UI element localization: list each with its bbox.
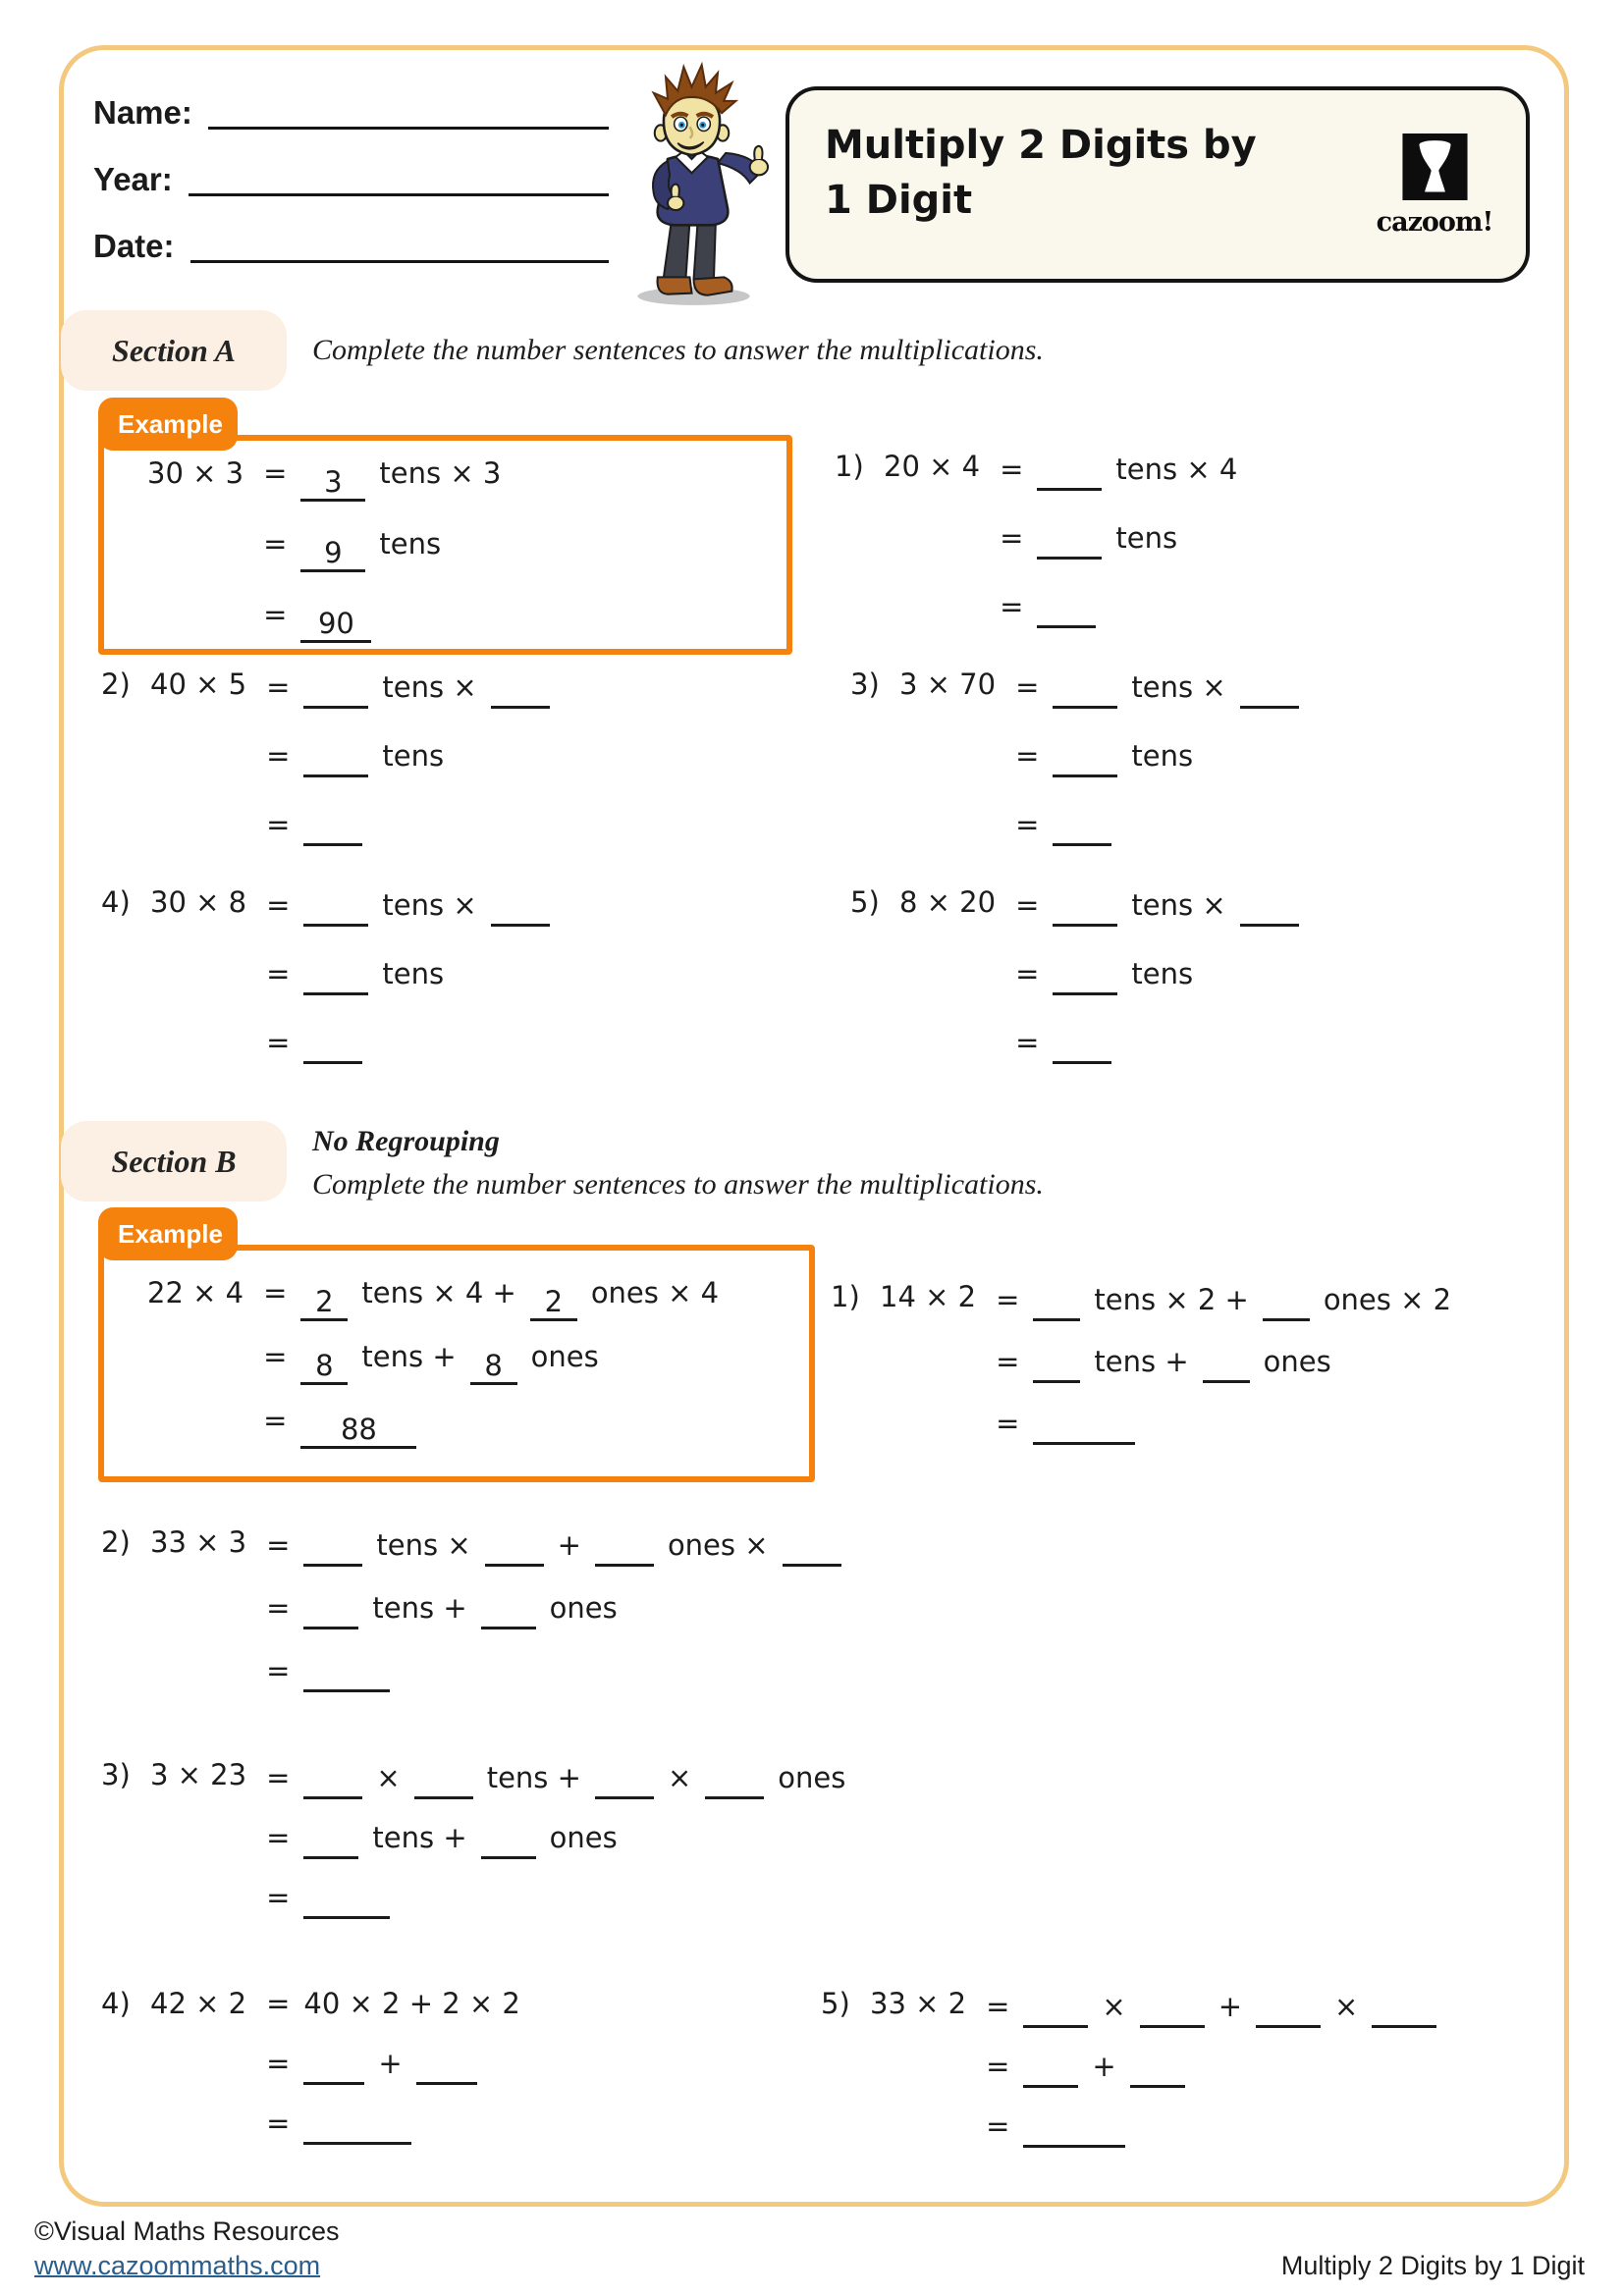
name-field-row	[93, 94, 609, 140]
equation-text: =	[266, 1654, 291, 1687]
equation-lines	[266, 1527, 840, 1716]
equation-line	[263, 1404, 719, 1446]
equation-text: tens	[1131, 957, 1194, 990]
equation-text: =	[266, 888, 291, 922]
equation-line	[266, 738, 550, 771]
answer-blank	[300, 536, 365, 572]
equation-line	[266, 956, 550, 988]
problem-number: 5)	[821, 1987, 850, 2020]
equation-text: ones ×	[667, 1528, 769, 1562]
equation-lines	[996, 1282, 1451, 1468]
equation-text: =	[1015, 957, 1040, 990]
answer-blank	[1203, 1353, 1250, 1383]
equation-line	[263, 1340, 719, 1382]
answer-blank	[1023, 2057, 1078, 2088]
answer-blank	[595, 1769, 654, 1799]
answer-blank	[303, 1034, 362, 1064]
answer-blank	[1053, 896, 1117, 927]
mascot-boy-illustration	[601, 59, 783, 314]
answer-blank	[1240, 896, 1299, 927]
name-write-line	[208, 124, 609, 130]
equation-text: =	[266, 957, 291, 990]
equation-text: =	[266, 1026, 291, 1059]
equation-text: ×	[1102, 1990, 1126, 2023]
equation-lines	[266, 1760, 845, 1940]
equation-text: tens ×	[382, 670, 477, 704]
answer-blank	[303, 747, 368, 777]
year-write-line	[189, 190, 609, 196]
equation-line	[266, 2046, 520, 2078]
example-answer: 2	[544, 1285, 564, 1318]
equation-text: =	[263, 527, 288, 561]
section-b-subtitle: No Regrouping	[312, 1125, 500, 1157]
footer-website-link[interactable]: www.cazoommaths.com	[34, 2251, 321, 2280]
student-info-fields	[93, 94, 609, 294]
problem-expression: 30 × 3	[147, 456, 244, 490]
equation-text: +	[557, 1528, 581, 1562]
answer-blank	[303, 816, 362, 846]
equation-text: =	[1015, 739, 1040, 773]
answer-blank	[303, 1889, 390, 1919]
section-a-label: Section A	[61, 310, 287, 391]
equation-text: ones × 2	[1323, 1283, 1452, 1316]
problem-b5	[821, 1989, 1436, 2168]
answer-blank	[1053, 965, 1117, 995]
equation-text: =	[996, 1283, 1020, 1316]
equation-text: +	[1218, 1990, 1243, 2023]
equation-text: tens +	[372, 1821, 467, 1854]
problem-expression: 3 × 70	[899, 667, 997, 701]
problem-expression: 3 × 23	[150, 1758, 247, 1791]
example-answer: 8	[315, 1349, 334, 1382]
answer-blank	[1023, 2117, 1125, 2148]
answer-blank	[300, 607, 371, 643]
equation-text: =	[266, 2047, 291, 2080]
answer-blank	[1053, 1034, 1111, 1064]
problem-number: 2)	[101, 1525, 131, 1559]
answer-blank	[481, 1829, 536, 1859]
equation-line	[1000, 589, 1237, 621]
equation-text: tens +	[361, 1340, 457, 1373]
section-b-label: Section B	[61, 1121, 287, 1201]
answer-blank	[1033, 1415, 1135, 1445]
answer-blank	[303, 1829, 358, 1859]
equation-line	[266, 1760, 845, 1792]
answer-blank	[470, 1349, 517, 1385]
equation-lines	[1000, 452, 1237, 658]
problem-a1	[835, 452, 1237, 658]
equation-text: tens × 2 +	[1094, 1283, 1249, 1316]
problem-number: 3)	[101, 1758, 131, 1791]
equation-text: =	[266, 1528, 291, 1562]
equation-text: ×	[376, 1761, 401, 1794]
equation-line	[263, 598, 501, 640]
answer-blank	[1037, 598, 1096, 628]
answer-blank	[414, 1769, 473, 1799]
equation-text: =	[263, 1276, 288, 1309]
equation-text: tens	[382, 739, 445, 773]
date-write-line	[190, 257, 609, 263]
equation-line	[1015, 956, 1299, 988]
equation-line	[266, 1820, 845, 1852]
equation-text: tens +	[486, 1761, 581, 1794]
section-b-instruction: Complete the number sentences to answer the multiplications.	[312, 1168, 1044, 1201]
equation-text: tens +	[1094, 1345, 1189, 1378]
equation-text: =	[266, 1591, 291, 1625]
equation-text: =	[1000, 590, 1024, 623]
answer-blank	[1256, 1998, 1321, 2028]
problem-b2	[101, 1527, 841, 1716]
answer-blank	[595, 1536, 654, 1567]
section-a-instruction: Complete the number sentences to answer the multiplications.	[312, 334, 1044, 366]
equation-text: tens	[1131, 739, 1194, 773]
footer-copyright: ©Visual Maths Resources	[34, 2216, 340, 2246]
answer-blank	[303, 1769, 362, 1799]
date-field-row	[93, 228, 609, 274]
answer-blank	[303, 2055, 364, 2085]
answer-blank	[303, 2114, 411, 2145]
worksheet-title-box	[785, 86, 1530, 283]
answer-blank	[300, 1349, 348, 1385]
equation-line	[266, 807, 550, 839]
cazoom-logo-text: cazoom!	[1376, 207, 1493, 238]
answer-blank	[300, 1285, 348, 1321]
equation-line	[263, 456, 502, 499]
equation-text: =	[986, 2109, 1010, 2143]
equation-line	[1015, 738, 1299, 771]
equation-text: =	[1015, 888, 1040, 922]
equation-text: =	[263, 456, 288, 490]
equation-lines	[986, 1989, 1436, 2168]
problem-number: 5)	[850, 885, 880, 919]
example-a-equation	[104, 441, 786, 670]
title-line-1: Multiply 2 Digits by	[825, 123, 1257, 168]
equation-text: =	[1015, 670, 1040, 704]
problem-number: 4)	[101, 1987, 131, 2020]
problem-expression: 8 × 20	[899, 885, 997, 919]
answer-blank	[1053, 816, 1111, 846]
equation-lines	[266, 887, 550, 1094]
problem-number: 2)	[101, 667, 131, 701]
equation-line	[1000, 452, 1237, 484]
example-box-a	[98, 408, 792, 655]
equation-text: =	[263, 598, 288, 631]
equation-text: 40 × 2 + 2 × 2	[303, 1987, 520, 2020]
equation-text: =	[1015, 808, 1040, 841]
equation-text: =	[986, 2050, 1010, 2083]
equation-line	[266, 1025, 550, 1057]
name-label: Name:	[93, 94, 192, 131]
problem-expression: 33 × 2	[870, 1987, 967, 2020]
equation-text: ones	[1263, 1345, 1331, 1378]
answer-blank	[481, 1599, 536, 1629]
equation-text: tens × 4 +	[361, 1276, 516, 1309]
equation-line	[266, 887, 550, 920]
equation-line	[263, 527, 501, 569]
answer-blank	[705, 1769, 764, 1799]
equation-lines	[1015, 887, 1299, 1094]
equation-text: +	[1092, 2050, 1116, 2083]
problem-a3	[850, 669, 1299, 876]
equation-text: =	[996, 1345, 1020, 1378]
answer-blank	[1033, 1353, 1080, 1383]
equation-text: tens ×	[376, 1528, 471, 1562]
year-field-row	[93, 161, 609, 207]
example-answer: 90	[317, 607, 354, 640]
problem-a5	[850, 887, 1299, 1094]
title-line-2: 1 Digit	[825, 178, 973, 223]
equation-line	[266, 1880, 845, 1912]
answer-blank	[1130, 2057, 1185, 2088]
answer-blank	[303, 965, 368, 995]
problem-expression: 30 × 8	[150, 885, 247, 919]
problem-expression: 42 × 2	[150, 1987, 247, 2020]
equation-text: tens	[379, 527, 442, 561]
answer-blank	[1053, 678, 1117, 709]
equation-text: ×	[1334, 1990, 1359, 2023]
equation-text: =	[266, 1881, 291, 1914]
example-answer: 88	[340, 1413, 377, 1446]
equation-text: =	[263, 1404, 288, 1437]
equation-text: =	[1000, 521, 1024, 555]
answer-blank	[1037, 529, 1102, 560]
answer-blank	[300, 1413, 416, 1449]
answer-blank	[1053, 747, 1117, 777]
equation-text: tens ×	[1131, 888, 1226, 922]
answer-blank	[303, 896, 368, 927]
problem-b1	[831, 1282, 1451, 1468]
problem-b4	[101, 1989, 520, 2165]
answer-blank	[783, 1536, 841, 1567]
equation-text: tens ×	[1131, 670, 1226, 704]
equation-text: tens ×	[382, 888, 477, 922]
example-box-b	[98, 1218, 815, 1482]
equation-text: ones	[530, 1340, 599, 1373]
equation-text: =	[266, 808, 291, 841]
equation-line	[266, 1989, 520, 2018]
equation-line	[996, 1406, 1451, 1438]
problem-expression: 33 × 3	[150, 1525, 247, 1559]
equation-text: =	[266, 1761, 291, 1794]
answer-blank	[416, 2055, 477, 2085]
problem-expression: 20 × 4	[884, 450, 981, 483]
example-answer: 2	[315, 1285, 334, 1318]
answer-blank	[303, 1599, 358, 1629]
equation-line	[266, 1653, 840, 1685]
equation-text: tens × 4	[1115, 453, 1238, 486]
example-tab: Example	[98, 398, 238, 451]
example-tab: Example	[98, 1207, 238, 1260]
equation-line	[1000, 520, 1237, 553]
example-answer: 8	[484, 1349, 503, 1382]
equation-line	[986, 1989, 1436, 2021]
equation-text: =	[263, 1340, 288, 1373]
equation-line	[266, 669, 550, 702]
answer-blank	[1372, 1998, 1436, 2028]
problem-number: 4)	[101, 885, 131, 919]
cazoom-drum-icon	[1402, 187, 1468, 204]
example-answer: 3	[324, 465, 343, 499]
worksheet-title	[825, 118, 1257, 228]
equation-text: =	[266, 670, 291, 704]
example-answer: 9	[324, 536, 343, 569]
equation-lines	[263, 458, 501, 670]
answer-blank	[1240, 678, 1299, 709]
answer-blank	[1263, 1291, 1310, 1321]
answer-blank	[1033, 1291, 1080, 1321]
date-label: Date:	[93, 228, 175, 264]
equation-lines	[263, 1278, 719, 1469]
equation-line	[996, 1282, 1451, 1314]
cazoom-logo	[1369, 133, 1500, 238]
year-label: Year:	[93, 161, 173, 197]
example-b-equation	[104, 1251, 809, 1469]
equation-text: tens	[382, 957, 445, 990]
problem-number: 1)	[835, 450, 864, 483]
equation-lines	[266, 669, 550, 876]
footer-page-title: Multiply 2 Digits by 1 Digit	[1280, 2251, 1585, 2280]
problem-number: 1)	[831, 1280, 860, 1313]
equation-line	[1015, 669, 1299, 702]
answer-blank	[303, 678, 368, 709]
equation-line	[266, 1590, 840, 1623]
equation-text: =	[266, 1821, 291, 1854]
answer-blank	[530, 1285, 577, 1321]
equation-line	[996, 1344, 1451, 1376]
equation-text: =	[1000, 453, 1024, 486]
equation-text: =	[1015, 1026, 1040, 1059]
answer-blank	[1023, 1998, 1088, 2028]
equation-text: ones	[549, 1821, 618, 1854]
equation-line	[266, 2106, 520, 2138]
equation-line	[266, 1527, 840, 1560]
answer-blank	[303, 1662, 390, 1692]
problem-expression: 14 × 2	[880, 1280, 977, 1313]
equation-line	[1015, 1025, 1299, 1057]
problem-expression: 22 × 4	[147, 1276, 244, 1309]
answer-blank	[1140, 1998, 1205, 2028]
equation-line	[986, 2049, 1436, 2081]
equation-text: =	[986, 1990, 1010, 2023]
equation-lines	[266, 1989, 520, 2165]
answer-blank	[491, 678, 550, 709]
equation-text: tens	[1115, 521, 1178, 555]
equation-text: ones	[778, 1761, 846, 1794]
equation-line	[1015, 887, 1299, 920]
equation-text: +	[378, 2047, 403, 2080]
problem-number: 3)	[850, 667, 880, 701]
equation-lines	[1015, 669, 1299, 876]
equation-text: =	[266, 2107, 291, 2140]
equation-text: ones × 4	[590, 1276, 720, 1309]
answer-blank	[491, 896, 550, 927]
problem-a2	[101, 669, 550, 876]
equation-text: =	[266, 1987, 291, 2020]
answer-blank	[303, 1536, 362, 1567]
answer-blank	[300, 465, 365, 502]
equation-line	[986, 2109, 1436, 2141]
equation-text: ×	[667, 1761, 692, 1794]
equation-text: tens +	[372, 1591, 467, 1625]
equation-text: tens × 3	[379, 456, 502, 490]
answer-blank	[485, 1536, 544, 1567]
equation-text: =	[996, 1407, 1020, 1440]
problem-b3	[101, 1760, 845, 1940]
equation-text: =	[266, 739, 291, 773]
problem-a4	[101, 887, 550, 1094]
equation-line	[263, 1276, 720, 1318]
equation-text: ones	[549, 1591, 618, 1625]
answer-blank	[1037, 460, 1102, 491]
problem-expression: 40 × 5	[150, 667, 247, 701]
equation-line	[1015, 807, 1299, 839]
